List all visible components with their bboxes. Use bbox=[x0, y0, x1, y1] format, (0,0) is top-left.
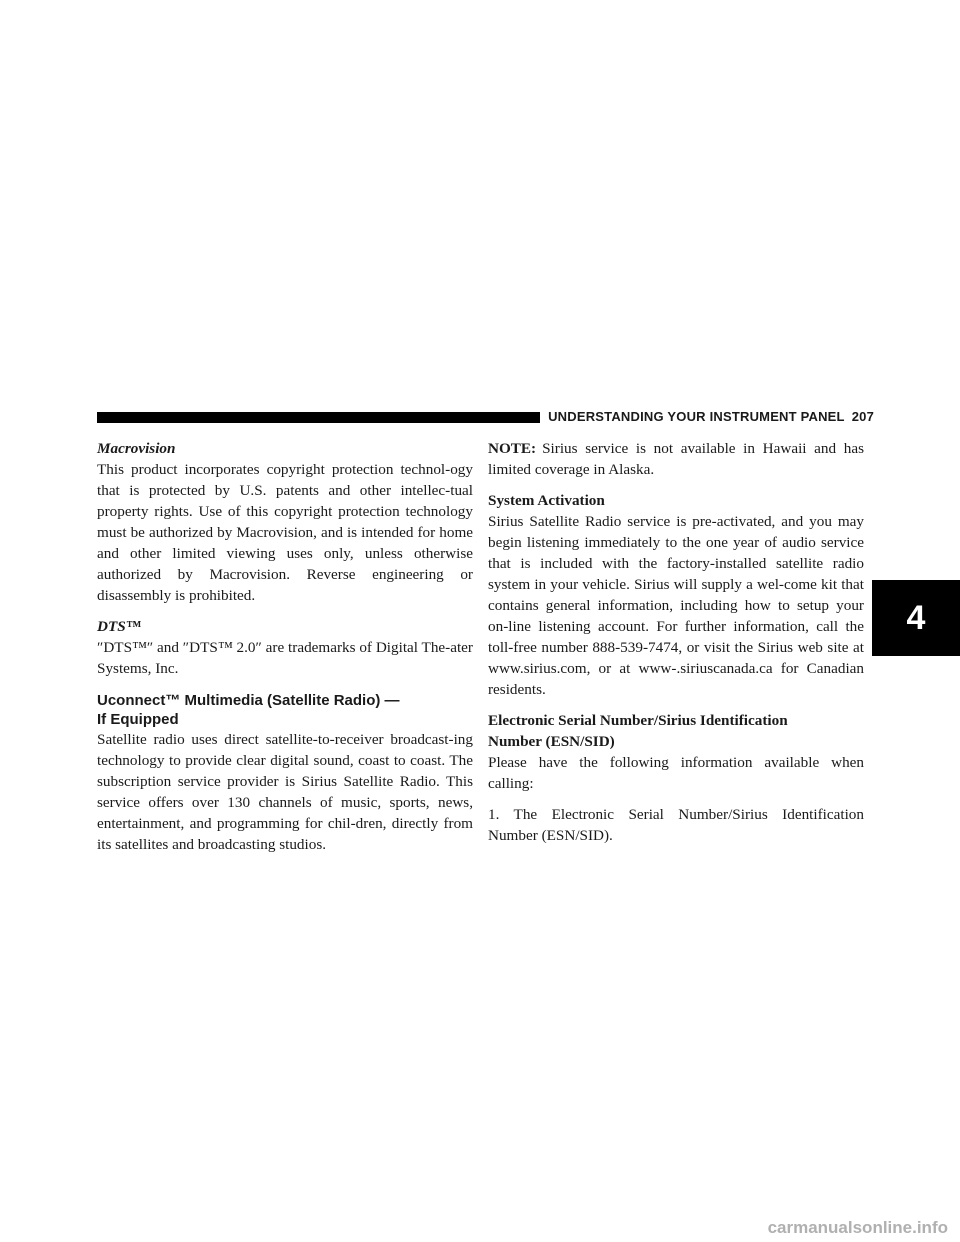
esn-heading-line2: Number (ESN/SID) bbox=[488, 733, 615, 750]
running-header bbox=[540, 408, 874, 426]
esn-heading bbox=[488, 710, 864, 752]
right-column bbox=[488, 438, 864, 846]
chapter-tab: 4 bbox=[872, 580, 960, 656]
macrovision-heading: Macrovision bbox=[97, 440, 176, 457]
uconnect-heading-line1: Uconnect™ Multimedia (Satellite Radio) — bbox=[97, 692, 400, 709]
activation-paragraph: Sirius Satellite Radio service is pre-activated, and you may begin listening immediately to the one year of audio service that is included with the factory-installed satellite radio system in your vehicle. Sirius will supply a wel-come kit that contains general information, including how to setup your on-line listening account. For further information, call the toll-free number 888-539-7474, or visit the Sirius web site at www.sirius.com, or at www-.siriuscanada.ca for Canadian residents. bbox=[488, 513, 864, 698]
note-text: Sirius service is not available in Hawaii and has limited coverage in Alaska. bbox=[488, 440, 864, 478]
activation-heading: System Activation bbox=[488, 492, 605, 509]
macrovision-paragraph: This product incorporates copyright protection technol-ogy that is protected by U.S. patents and other intellec-tual property rights. Use of this copyright protection technology must be authorized by Macrovision, and is intended for home and other limited viewing uses only, unless otherwise authorized by Macrovision. Reverse engineering or disassembly is prohibited. bbox=[97, 461, 473, 604]
left-column bbox=[97, 438, 473, 855]
note-paragraph bbox=[488, 438, 864, 480]
dts-heading: DTS™ bbox=[97, 618, 141, 635]
note-label: NOTE: bbox=[488, 440, 537, 457]
list-item: 1. The Electronic Serial Number/Sirius Identification Number (ESN/SID). bbox=[488, 806, 864, 844]
dts-paragraph: ″DTS™″ and ″DTS™ 2.0″ are trademarks of Digital The-ater Systems, Inc. bbox=[97, 639, 473, 677]
page-number: 207 bbox=[851, 409, 874, 424]
esn-paragraph: Please have the following information available when calling: bbox=[488, 754, 864, 792]
esn-heading-line1: Electronic Serial Number/Sirius Identification bbox=[488, 712, 788, 729]
uconnect-heading bbox=[97, 691, 473, 729]
uconnect-paragraph: Satellite radio uses direct satellite-to-receiver broadcast-ing technology to provide clear digital sound, coast to coast. The subscription service provider is Sirius Satellite Radio. This service offers over 130 channels of music, sports, news, entertainment, and programming for chil-dren, directly from its satellites and broadcasting studios. bbox=[97, 731, 473, 853]
uconnect-heading-line2: If Equipped bbox=[97, 711, 179, 728]
section-title: UNDERSTANDING YOUR INSTRUMENT PANEL bbox=[548, 409, 845, 424]
watermark: carmanualsonline.info bbox=[767, 1218, 948, 1237]
